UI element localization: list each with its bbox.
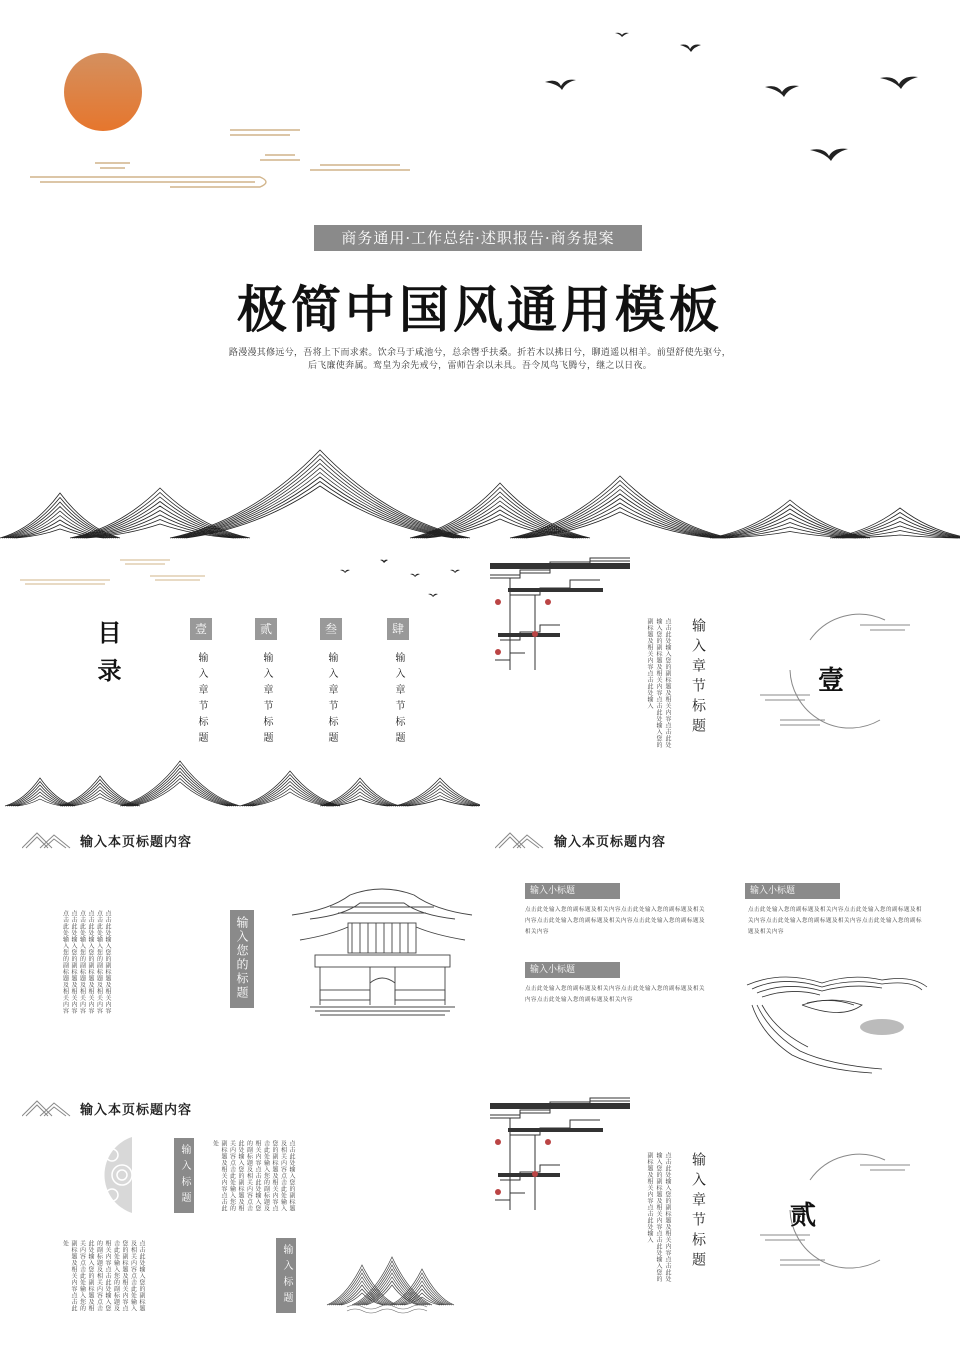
layered-mountains-illustration (322, 1255, 457, 1315)
section-2-title: 输入章节标题 (690, 1152, 706, 1272)
toc-item-4[interactable] (387, 618, 409, 748)
toc-item-3[interactable] (320, 618, 342, 748)
toc-item-1-label: 输入章节标题 (196, 652, 207, 748)
content-2-slide (480, 810, 960, 1080)
section-1-number: 壹 (818, 666, 845, 696)
toc-item-1-number: 壹 (190, 618, 212, 640)
content-2-paragraph-2: 点击此处输入您的副标题及相关内容点击此处输入您的副标题及相关内容点击此处输入您的副标题及相关内容 (525, 986, 706, 1003)
mountain-icon (22, 830, 72, 850)
toc-item-2-number: 贰 (255, 618, 277, 640)
cover-tagline: 商务通用·工作总结·述职报告·商务提案 (314, 225, 642, 251)
mountain-lines-illustration (0, 440, 960, 540)
section-1-title: 输入章节标题 (690, 618, 706, 738)
content-2-page-title: 输入本页标题内容 (554, 835, 667, 850)
huizhou-architecture-illustration (480, 540, 960, 810)
section-2-slide (480, 1080, 960, 1352)
toc-item-3-number: 叁 (320, 618, 342, 640)
section-2-body: 点击此处输入您的副标题及相关内容点击此处输入您的副标题及相关内容点击此处输入您的副标题及相关内容点击此处输入 (646, 1152, 671, 1282)
section-1-slide (480, 540, 960, 810)
content-2-subtitle-3: 输入小标题 (745, 883, 840, 899)
toc-item-2-label: 输入章节标题 (261, 652, 272, 748)
content-1-side-title: 输入您的标题 (230, 910, 254, 1008)
content-3-label-1: 输入标题 (174, 1138, 194, 1213)
mountain-icon (22, 1098, 72, 1118)
cover-title: 极简中国风通用模板 (237, 280, 723, 339)
cover-slide (0, 0, 960, 540)
content-2-subtitle-1: 输入小标题 (525, 883, 620, 899)
content-3-body-2: 点击此处输入您的副标题及相关内容点击此处输入您的副标题及相关内容点击此处输入您的副标题及相关内容点击此处输入您的副标题及相关内容点击此处输入您的副标题及相关内容点击此处输入您的副标题及相关内容点击此处 (61, 1240, 145, 1312)
section-2-number: 贰 (790, 1201, 817, 1231)
toc-item-4-label: 输入章节标题 (393, 652, 404, 748)
cover-poem-line2: 后飞廉使奔属。鸾皇为余先戒兮，雷师告余以未具。吾令凤鸟飞腾兮，继之以日夜。 (307, 361, 653, 371)
toc-item-4-number: 肆 (387, 618, 409, 640)
mountain-icon (495, 830, 545, 850)
content-3-slide (0, 1080, 480, 1352)
toc-slide (0, 540, 480, 810)
toc-heading: 目录 (93, 620, 122, 696)
sun-illustration (0, 0, 960, 220)
huizhou-architecture-illustration (480, 1080, 960, 1352)
content-3-label-2: 输入标题 (276, 1238, 296, 1313)
content-3-body-1: 点击此处输入您的副标题及相关内容点击此处输入您的副标题及相关内容点击此处输入您的副标题及相关内容点击此处输入您的副标题及相关内容点击此处输入您的副标题及相关内容点击此处输入您的副标题及相关内容点击此处 (211, 1140, 295, 1212)
content-3-page-title: 输入本页标题内容 (80, 1103, 193, 1118)
content-1-body: 点击此处输入您的副标题及相关内容点击此处输入您的副标题及相关内容点击此处输入您的副标题及相关内容点击此处输入您的副标题及相关内容点击此处输入您的副标题及相关内容点击此处输入您的副标题及相关内容 (61, 910, 111, 1014)
pavilion-illustration (290, 885, 475, 1020)
toc-item-1[interactable] (190, 618, 212, 748)
content-2-paragraph-3: 点击此处输入您的副标题及相关内容点击此处输入您的副标题及相关内容点击此处输入您的副标题及相关内容点击此处输入您的副标题及相关内容 (748, 907, 923, 935)
landscape-illustration (742, 965, 932, 1075)
section-1-body: 点击此处输入您的副标题及相关内容点击此处输入您的副标题及相关内容点击此处输入您的副标题及相关内容点击此处输入 (646, 618, 671, 748)
content-1-page-title: 输入本页标题内容 (80, 835, 193, 850)
content-2-subtitle-2: 输入小标题 (525, 962, 620, 978)
toc-item-2[interactable] (255, 618, 277, 748)
content-2-paragraph-1: 点击此处输入您的副标题及相关内容点击此处输入您的副标题及相关内容点击此处输入您的副标题及相关内容点击此处输入您的副标题及相关内容 (525, 907, 706, 935)
cover-poem-line1: 路漫漫其修远兮，吾将上下而求索。饮余马于咸池兮，总余辔乎扶桑。折若木以拂日兮，聊逍遥以相羊。前望舒使先驱兮， (228, 348, 732, 358)
cloud-pattern-illustration (90, 1135, 135, 1215)
content-1-slide (0, 810, 480, 1080)
toc-item-3-label: 输入章节标题 (326, 652, 337, 748)
